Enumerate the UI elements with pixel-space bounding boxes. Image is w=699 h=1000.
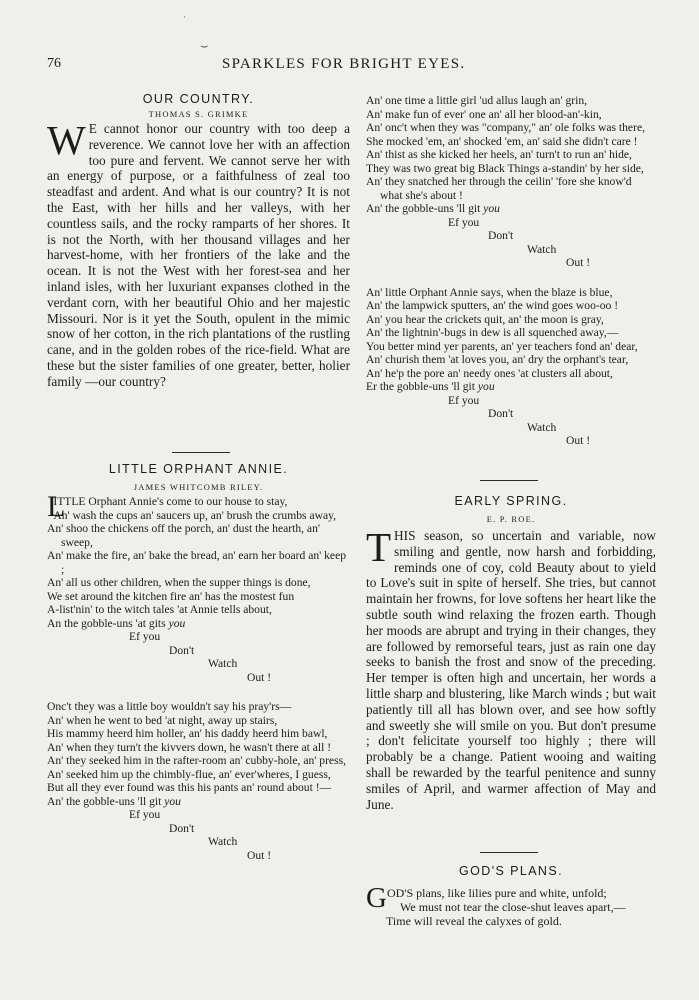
verse-line: GOD'S plans, like lilies pure and white, unfold; [366, 882, 607, 914]
poem-continuation [366, 94, 656, 448]
drop-cap: T [366, 524, 392, 570]
verse-line: An' churish them 'at loves you, an' dry the orphant's tear, [366, 353, 629, 366]
refrain-line: Watch [208, 657, 238, 670]
refrain-line: Ef you [129, 630, 161, 643]
verse-line: L ITTLE Orphant Annie's come to our house to stay, [47, 490, 288, 523]
verse-line: An' onc't when they was "company," an' ole folks was there, [366, 121, 645, 134]
refrain-line: Don't [488, 407, 514, 420]
verse-line: Time will reveal the calyxes of gold. [386, 914, 562, 928]
refrain-line: Out ! [566, 256, 591, 269]
drop-cap: L [47, 490, 66, 523]
verse-line: An' wash the cups an' saucers up, an' brush the crumbs away, [53, 508, 337, 522]
verse-line: An' all us other children, when the supper things is done, [47, 576, 311, 589]
refrain-line: Out ! [566, 434, 591, 447]
drop-cap: W [47, 117, 86, 163]
stanza-1 [47, 490, 350, 684]
verse-line: You better mind yer parents, an' yer teachers fond an' dear, [366, 339, 638, 353]
poem-little-orphant-annie [47, 462, 350, 862]
drop-cap: G [366, 882, 387, 914]
verse-line: An' seeked him up the chimbly-flue, an' ever'wheres, I guess, [47, 767, 331, 781]
verse-line: An' the gobble-uns 'll git you [366, 202, 500, 215]
stanza-2 [47, 700, 350, 862]
verse-line: An' the gobble-uns 'll git you [47, 794, 181, 808]
print-speck: · [183, 12, 186, 22]
verse-line: An' thist as she kicked her heels, an' turn't to run an' hide, [366, 148, 632, 161]
refrain-line: Don't [488, 229, 514, 242]
poem-author: JAMES WHITCOMB RILEY. [133, 482, 264, 492]
stanza-3 [366, 94, 656, 270]
verse-line: An' you hear the crickets quit, an' the moon is gray, [366, 312, 604, 326]
verse-line: A-list'nin' to the witch tales 'at Annie tells about, [47, 603, 272, 616]
ink-mark: ⌣ [200, 38, 209, 53]
refrain-line: Watch [208, 835, 238, 848]
article-body: W E cannot honor our country with too deep a reverence. We cannot love her with an affection too pure and fervent. We cannot serve her with an energy of purpose, or a faithfulness of zeal too steadfast and ardent. And what is our country? It is not the East, with her hills and her valleys, with her countless sails, and the rocky ramparts of her shores. It is not the North, with her thousand villages and her harvest-home, with her frontiers of the lake and the ocean. It is not the West with her forest-sea and her inland isles, with her luxuriant expanses clothed in the verdant corn, with her beautiful Ohio and her majestic Missouri. Nor is it yet the South, opulent in the mimic snow of her cotton, in the rich plantations of the rustling cane, and in the golden robes of the rice-field. What are these but the sister families of one greater, better, holier family —our country? [47, 117, 350, 389]
article-author: E. P. ROE. [486, 514, 536, 524]
verse-line: An' the lightnin'-bugs in dew is all squenched away,— [366, 326, 619, 339]
verse-line: An' shoo the chickens off the porch, an' dust the hearth, an' sweep, [47, 522, 320, 549]
poem-gods-plans [366, 864, 656, 928]
verse-line: An' little Orphant Annie says, when the blaze is blue, [366, 285, 613, 299]
article-our-country [47, 92, 350, 390]
poem-title: LITTLE ORPHANT ANNIE. [108, 462, 289, 476]
refrain-line: Don't [169, 643, 195, 657]
stanza-4 [366, 286, 656, 448]
verse-line: But all they ever found was this his pants an' round about !— [47, 781, 332, 794]
running-title: SPARKLES FOR BRIGHT EYES. [222, 56, 466, 72]
section-divider [480, 852, 538, 853]
verse-line: An' one time a little girl 'ud allus laugh an' grin, [366, 94, 588, 107]
refrain-line: Ef you [448, 215, 480, 229]
verse-line: We set around the kitchen fire an' has the mostest fun [47, 589, 295, 603]
verse-line: Onc't they was a little boy wouldn't say his pray'rs— [47, 700, 292, 713]
verse-line: An' make fun of ever' one an' all her blood-an'-kin, [366, 107, 602, 121]
refrain-line: Out ! [247, 670, 272, 684]
verse-line: An' they snatched her through the ceilin' 'fore she know'd what she's about ! [366, 175, 632, 202]
verse-line: An' they seeked him in the rafter-room an' cubby-hole, an' press, [47, 754, 347, 767]
verse-line: Er the gobble-uns 'll git you [366, 380, 495, 393]
verse-line: An' he'p the pore an' needy ones 'at clusters all about, [366, 366, 613, 380]
verse-line: They was two great big Black Things a-standin' by her side, [366, 161, 644, 175]
article-title: OUR COUNTRY. [142, 92, 255, 106]
poem-title: GOD'S PLANS. [459, 864, 563, 878]
article-title: EARLY SPRING. [454, 494, 568, 508]
section-divider [172, 452, 230, 453]
refrain-line: Watch [527, 420, 557, 434]
page-number: 76 [47, 56, 61, 71]
verse-line: We must not tear the close-shut leaves apart,— [400, 900, 626, 914]
refrain-line: Ef you [448, 393, 480, 407]
refrain-line: Watch [527, 242, 557, 256]
verse-line: An the gobble-uns 'at gits you [47, 616, 186, 630]
section-divider [480, 480, 538, 481]
poem-body [366, 882, 656, 928]
article-body: THIS season, so uncertain and variable, now smiling and gentle, now harsh and forbidding, reminds one of coy, cold Beauty about to yield to Love's suit in spite of herself. She tries, but cannot maintain her frowns, for love softens her heart like the subtle south wind relaxing the frozen earth. Though her moods are abrupt and trying in their changes, they are followed by remorseful tears, just as rain one day seeks to banish the frost and snow of the preceding. Her temper is often high and uncertain, her words a little sharp and blustering, like March winds ; but wait patiently till all has blown over, and see how softly and sweetly she will smile on you. But don't presume ; don't felicitate yourself too highly ; there will probably be a change. Patient wooing and waiting shall be rewarded by the tearful penitence and sunny smiles of April, and warmer affection of May and June. [366, 524, 656, 812]
verse-line: An' make the fire, an' bake the bread, an' earn her board an' keep ; [47, 549, 347, 576]
verse-line: His mammy heerd him holler, an' his daddy heerd him bawl, [47, 727, 328, 740]
refrain-line: Ef you [129, 808, 161, 821]
verse-line: She mocked 'em, an' shocked 'em, an' said she didn't care ! [366, 134, 638, 148]
refrain-line: Out ! [247, 848, 272, 862]
article-author: THOMAS S. GRIMKE [148, 109, 249, 119]
verse-line: An' when he went to bed 'at night, away up stairs, [47, 713, 278, 727]
verse-line: An' the lampwick sputters, an' the wind goes woo-oo ! [366, 299, 619, 312]
article-early-spring [366, 494, 656, 812]
refrain-line: Don't [169, 821, 195, 835]
verse-line: An' when they turn't the kivvers down, he wasn't there at all ! [47, 740, 332, 754]
